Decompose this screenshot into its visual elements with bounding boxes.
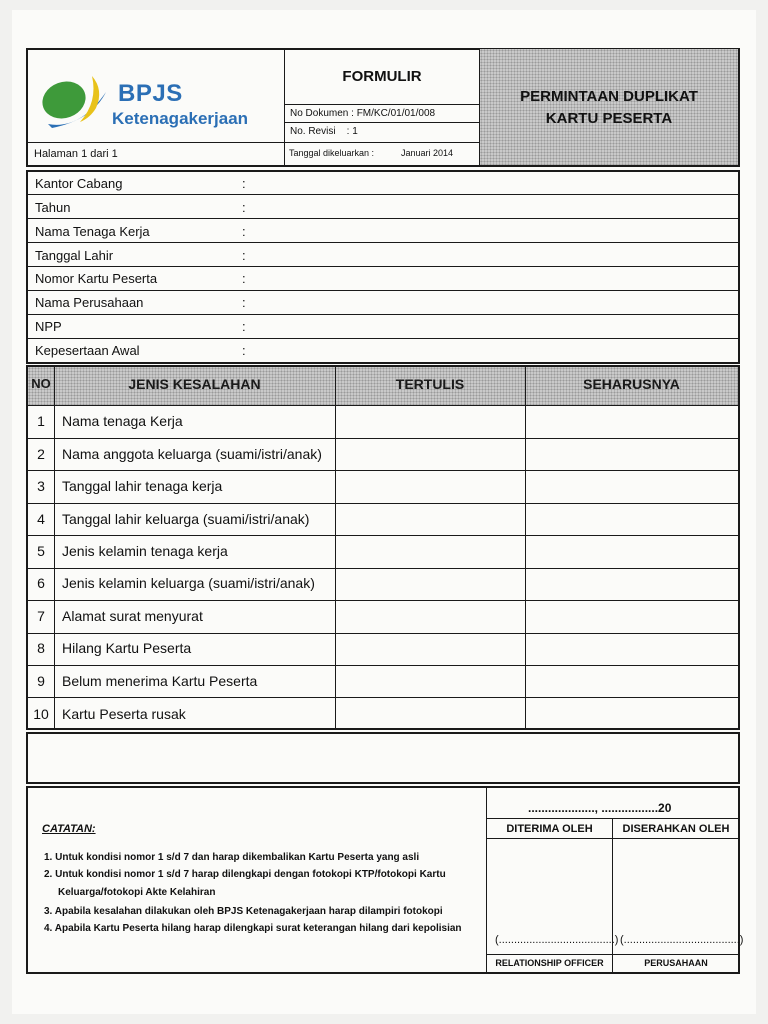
row-text: Tanggal lahir keluarga (suami/istri/anak) [62, 511, 310, 527]
field-line [28, 266, 740, 267]
doc-number: No Dokumen : FM/KC/01/01/008 [290, 108, 436, 119]
row-text: Belum menerima Kartu Peserta [62, 673, 258, 689]
col-head-no: NO [31, 376, 51, 391]
signature-divider [486, 787, 487, 974]
note-item: 3. Apabila kesalahan dilakukan oleh BPJS Ketenagakerjaan harap dilampiri fotokopi [44, 906, 443, 917]
date-line: ...................., .................20 [528, 801, 672, 815]
form-word: FORMULIR [342, 68, 422, 85]
issued-label: Tanggal dikeluarkan : [289, 148, 375, 158]
field-label: Tanggal Lahir [35, 248, 114, 263]
table-row-line [28, 568, 740, 569]
handed-by-label: DISERAHKAN OLEH [622, 823, 730, 835]
row-text: Nama tenaga Kerja [62, 413, 183, 429]
table-row-line [28, 470, 740, 471]
field-label: Kepesertaan Awal [35, 343, 140, 358]
field-colon: : [242, 176, 246, 191]
field-label: Nomor Kartu Peserta [35, 271, 158, 286]
title-line-2: KARTU PESERTA [545, 110, 673, 127]
row-number: 8 [37, 640, 45, 656]
table-col-divider [54, 366, 55, 730]
role-left: RELATIONSHIP OFFICER [495, 958, 604, 968]
brand-name: BPJS [118, 80, 183, 107]
row-number: 4 [37, 511, 45, 527]
signature-line [487, 818, 739, 819]
col-head-jenis: JENIS KESALAHAN [128, 376, 261, 392]
doc-row-line-2 [285, 122, 479, 123]
field-line [28, 242, 740, 243]
table-col-divider [525, 366, 526, 730]
field-colon: : [242, 295, 246, 310]
field-line [28, 218, 740, 219]
brand-subtitle: Ketenagakerjaan [112, 109, 249, 128]
remark-box [26, 732, 740, 784]
note-item: 1. Untuk kondisi nomor 1 s/d 7 dan harap dikembalikan Kartu Peserta yang asli [44, 852, 420, 863]
row-text: Hilang Kartu Peserta [62, 640, 192, 656]
row-text: Jenis kelamin tenaga kerja [62, 543, 228, 559]
title-line-1: PERMINTAAN DUPLIKAT [520, 88, 698, 105]
field-colon: : [242, 248, 246, 263]
table-row-line [28, 697, 740, 698]
page-number: Halaman 1 dari 1 [34, 148, 118, 160]
sign-line-right: (......................................) [620, 934, 744, 946]
table-col-divider [335, 366, 336, 730]
page-row-line [26, 142, 285, 143]
revision-number: No. Revisi : 1 [290, 126, 358, 137]
col-head-tertulis: TERTULIS [395, 376, 465, 392]
issued-value: Januari 2014 [401, 148, 454, 158]
field-colon: : [242, 224, 246, 239]
field-label: Kantor Cabang [35, 176, 123, 191]
row-number: 2 [37, 446, 45, 462]
field-label: Nama Perusahaan [35, 295, 144, 310]
field-line [28, 314, 740, 315]
row-number: 9 [37, 673, 45, 689]
note-item: Keluarga/fotokopi Akte Kelahiran [58, 887, 216, 898]
field-colon: : [242, 319, 246, 334]
header-divider-1 [284, 48, 285, 167]
row-number: 5 [37, 543, 45, 559]
row-text: Tanggal lahir tenaga kerja [62, 478, 223, 494]
field-label: Tahun [35, 200, 71, 215]
fields-frame [26, 170, 740, 364]
role-right: PERUSAHAAN [644, 958, 708, 968]
sign-line-left: (......................................) [495, 934, 619, 946]
field-label: Nama Tenaga Kerja [35, 224, 150, 239]
table-row-line [28, 633, 740, 634]
field-colon: : [242, 271, 246, 286]
row-number: 10 [33, 706, 49, 722]
row-text: Jenis kelamin keluarga (suami/istri/anak) [62, 575, 315, 591]
table-row-line [28, 665, 740, 666]
title-box [480, 49, 738, 165]
table-row-line [28, 535, 740, 536]
received-by-label: DITERIMA OLEH [506, 823, 593, 835]
table-header-line [28, 405, 740, 406]
row-number: 3 [37, 478, 45, 494]
bpjs-logo-icon [40, 72, 112, 134]
notes-title: CATATAN: [42, 823, 96, 835]
row-text: Kartu Peserta rusak [62, 706, 186, 722]
signature-line [487, 838, 739, 839]
row-number: 7 [37, 608, 45, 624]
doc-row-line-3 [285, 142, 479, 143]
row-number: 6 [37, 575, 45, 591]
field-colon: : [242, 343, 246, 358]
table-row-line [28, 438, 740, 439]
doc-row-line-1 [285, 104, 479, 105]
row-number: 1 [37, 413, 45, 429]
field-colon: : [242, 200, 246, 215]
field-line [28, 194, 740, 195]
note-item: 4. Apabila Kartu Peserta hilang harap dilengkapi surat keterangan hilang dari kepolisian [44, 923, 462, 934]
signature-divider-mid [612, 818, 613, 974]
row-text: Alamat surat menyurat [62, 608, 203, 624]
signature-line [487, 954, 739, 955]
col-head-seharusnya: SEHARUSNYA [583, 376, 680, 392]
field-line [28, 338, 740, 339]
note-item: 2. Untuk kondisi nomor 1 s/d 7 harap dilengkapi dengan fotokopi KTP/fotokopi Kartu [44, 869, 446, 880]
row-text: Nama anggota keluarga (suami/istri/anak) [62, 446, 322, 462]
table-row-line [28, 503, 740, 504]
field-label: NPP [35, 319, 62, 334]
field-line [28, 290, 740, 291]
table-row-line [28, 600, 740, 601]
